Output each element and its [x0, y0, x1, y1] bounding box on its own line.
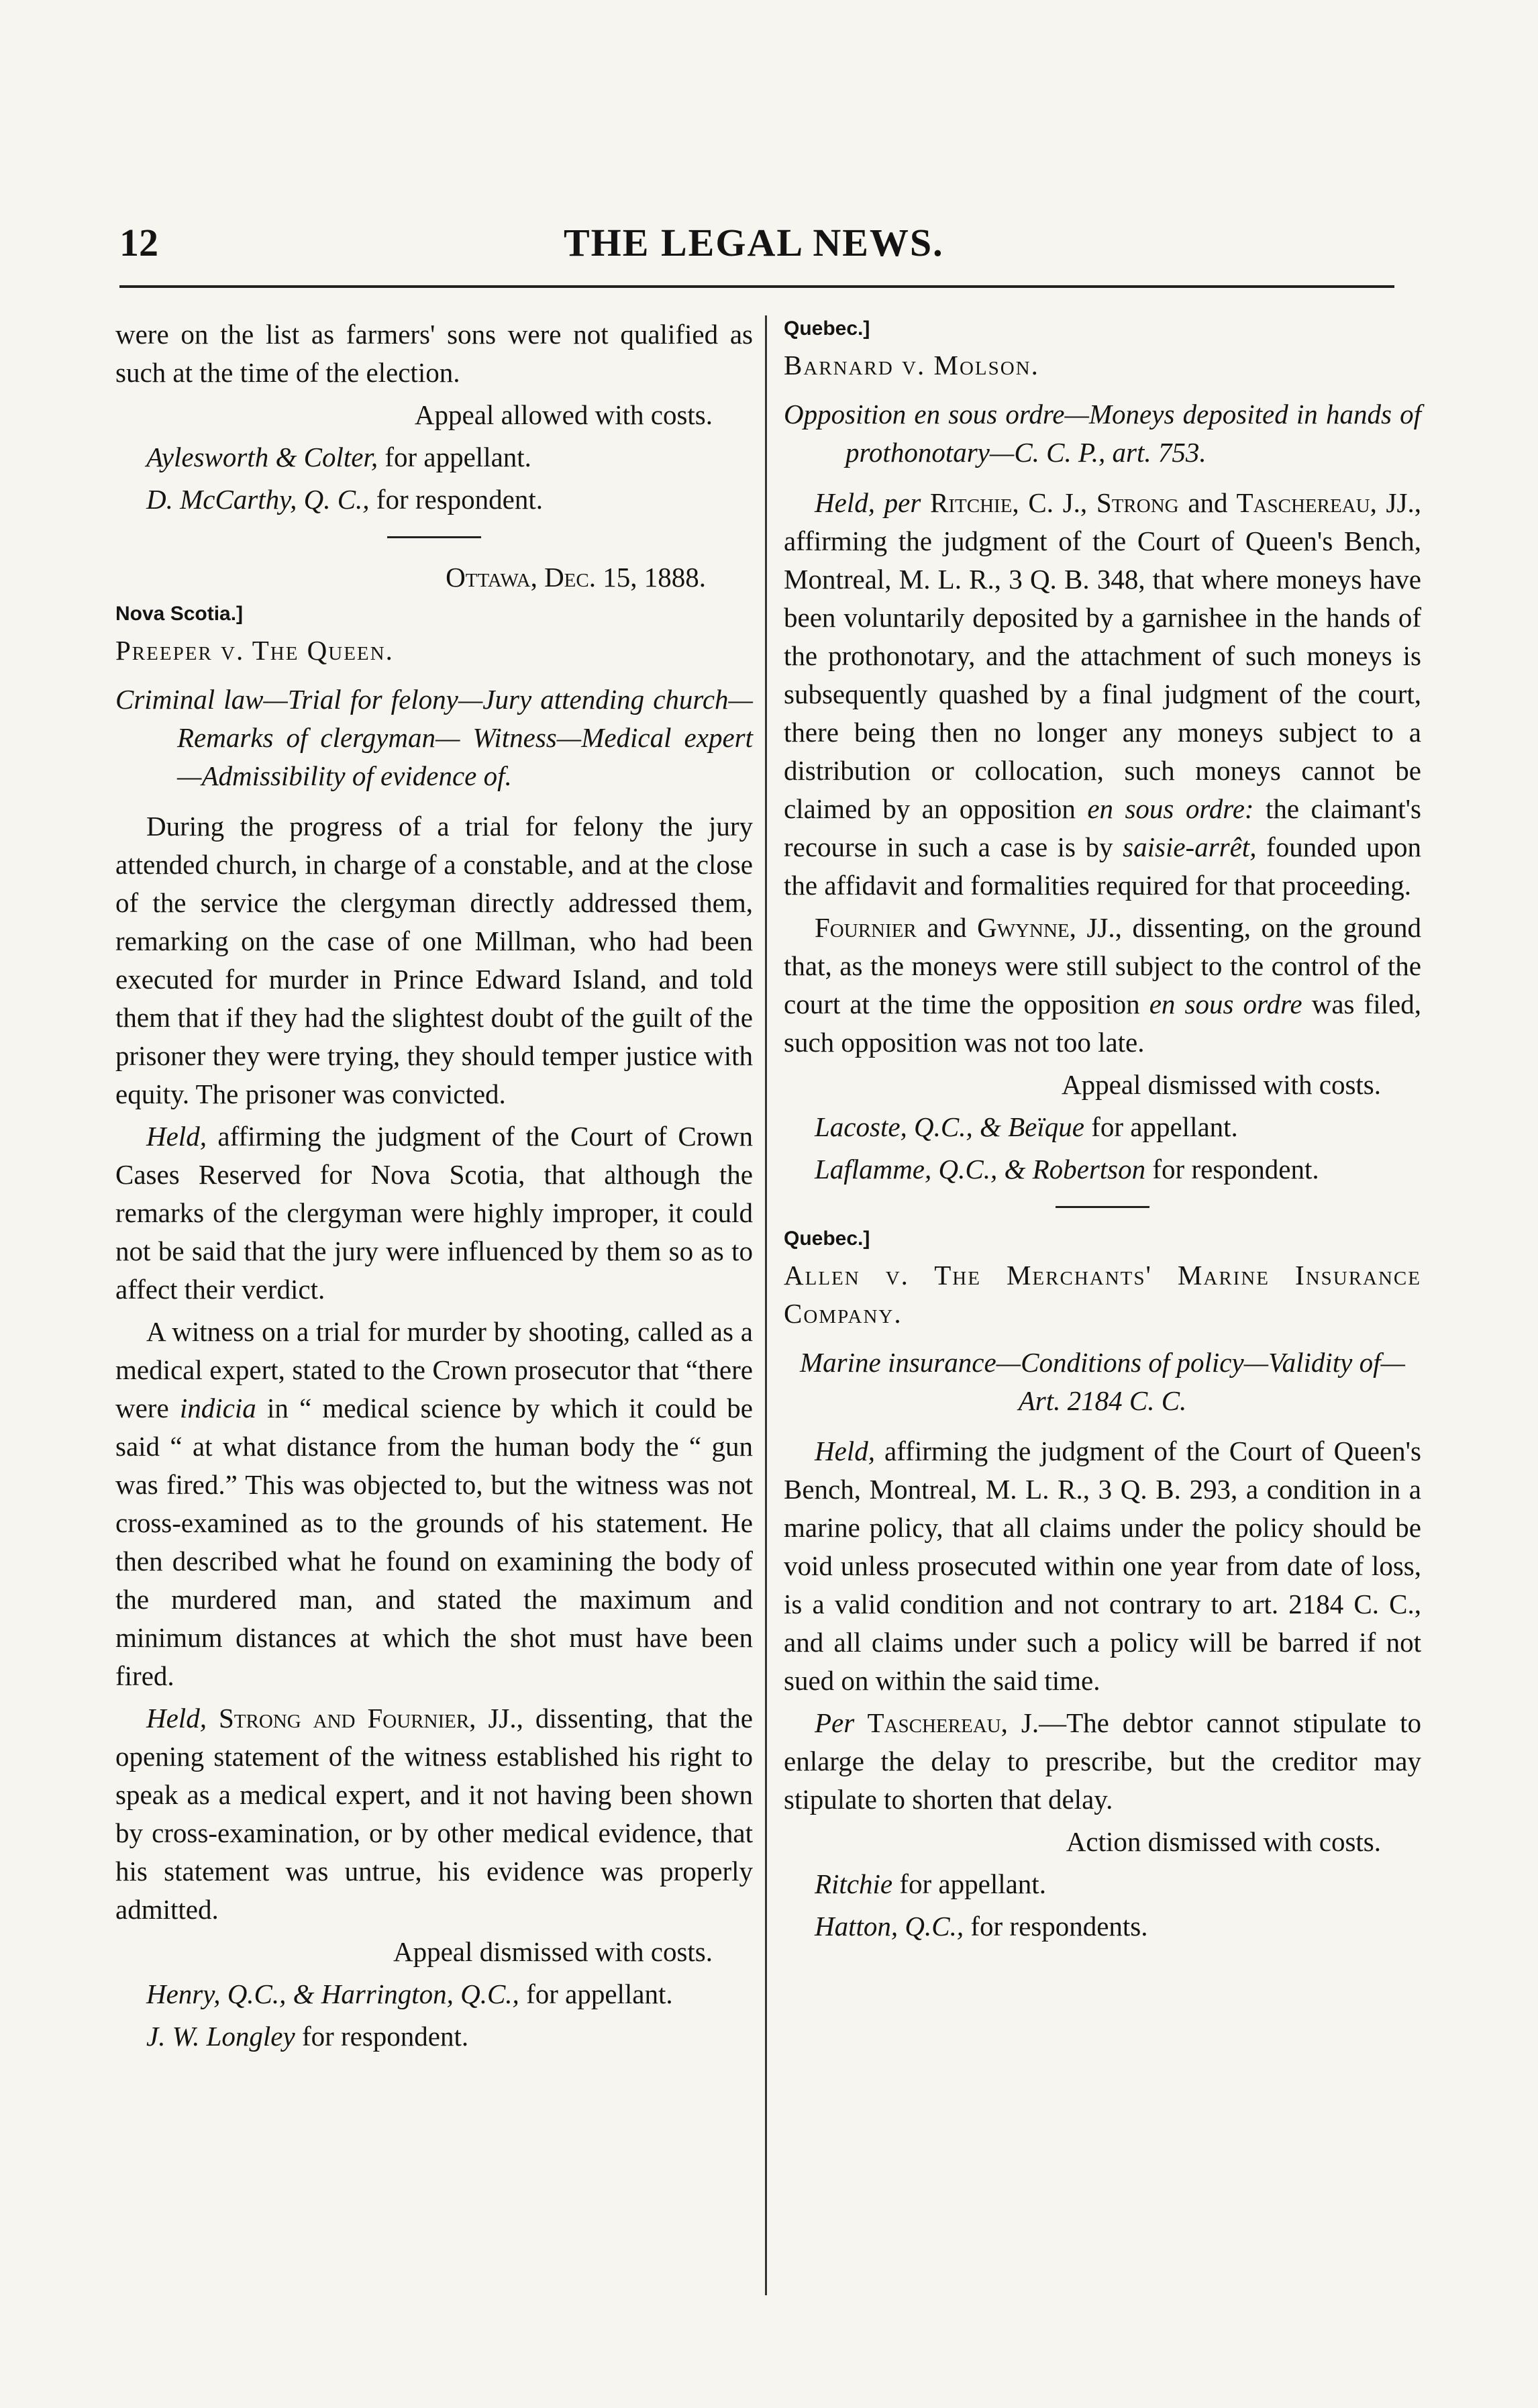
disposition: Action dismissed with costs. [1066, 1826, 1381, 1857]
case-paragraph [115, 1699, 753, 1929]
paragraph-text: and [916, 912, 967, 943]
french-term: en sous ordre: [1087, 793, 1254, 824]
disposition: Appeal dismissed with costs. [1061, 1069, 1381, 1100]
held-label: Held, [146, 1703, 207, 1734]
case-paragraph [784, 484, 1421, 905]
french-term: en sous ordre [1149, 989, 1302, 1019]
paragraph-text: affirming the judgment of the Court of Crown Cases Reserved for Nova Scotia, that although the remarks of the clergyman were highly improper, it could not be said that the jury were influenced by them so as to affect their verdict. [115, 1121, 753, 1305]
section-rule [1056, 1206, 1149, 1208]
date-line: Ottawa, Dec. 15, 1888. [446, 562, 706, 593]
counsel-role: for appellant. [892, 1868, 1046, 1899]
counsel-appellant [784, 1108, 1421, 1146]
counsel-role: for respondent. [295, 2021, 469, 2052]
latin-term: indicia [179, 1393, 256, 1423]
case-title: Allen v. The Merchants' Marine Insurance Company. [784, 1260, 1421, 1329]
counsel-role: for appellant. [378, 442, 531, 472]
judges-names: Strong and Fournier, [206, 1703, 476, 1734]
counsel-appellant [115, 1975, 753, 2013]
counsel-name: Laflamme, Q.C., & Robertson [815, 1154, 1146, 1185]
section-rule [387, 536, 481, 538]
counsel-name: Henry, Q.C., & Harrington, Q.C., [146, 1978, 519, 2009]
paragraph-text: J.—The debtor cannot stipulate to enlarge the delay to prescribe, but the creditor may stipulate to shorten that delay. [784, 1707, 1421, 1815]
paragraph-text: JJ., dissenting, that the opening statement of the witness established his right to speak as a medical expert, and it not having been shown by cross-examination, or by other medical evidence, that his statement was untrue, his evidence was properly admitted. [115, 1703, 753, 1925]
held-label: Held, [146, 1121, 207, 1152]
paragraph-text: and [1178, 487, 1228, 518]
paragraph-text: was filed, such opposition was not too late. [784, 989, 1421, 1058]
counsel-role: for appellant. [519, 1978, 673, 2009]
french-term: saisie-arrêt, [1123, 832, 1257, 862]
left-column [115, 315, 753, 2060]
case-paragraph [784, 1432, 1421, 1700]
continued-disposition: Appeal allowed with costs. [414, 399, 713, 430]
case-subject: Opposition en sous ordre—Moneys deposited in hands of prothonotary—C. C. P., art. 753. [784, 399, 1421, 468]
disposition: Appeal dismissed with costs. [393, 1936, 713, 1967]
case-paragraph [115, 1117, 753, 1309]
paragraph-text: the claimant's recourse in such a case is by [784, 793, 1422, 862]
page-number: 12 [119, 221, 158, 264]
continued-counsel-appellant [115, 438, 753, 476]
counsel-name: Ritchie [815, 1868, 893, 1899]
header-rule [119, 285, 1394, 288]
counsel-respondent [115, 2017, 753, 2056]
paragraph-text: JJ., affirming the judgment of the Court of Queen's Bench, Montreal, M. L. R., 3 Q. B. 348, that where moneys have been voluntarily deposited by a garnishee in the hands of the prothonotary, and the attachment of such moneys is subsequently quashed by a final judgment of the court, there being then no longer any moneys subject to a distribution or collocation, such moneys cannot be claimed by an opposition [784, 487, 1421, 824]
case-title: Barnard v. Molson. [784, 350, 1039, 381]
case-paragraph [784, 1704, 1421, 1819]
counsel-role: for respondent. [1145, 1154, 1319, 1185]
paragraph-text: JJ., dissenting, on the ground that, as the moneys were still subject to the control of the court at the time the opposition [784, 912, 1422, 1019]
counsel-respondent [784, 1907, 1421, 1946]
continued-counsel-respondent [115, 481, 753, 519]
column-divider [765, 315, 767, 2295]
counsel-appellant [784, 1865, 1421, 1903]
counsel-name: D. McCarthy, Q. C., [146, 484, 370, 515]
case-paragraph [115, 1313, 753, 1695]
judge-name: Taschereau, [1227, 487, 1377, 518]
case-paragraph: During the progress of a trial for felony the jury attended church, in charge of a constable, and at the close of the service the clergyman directly addressed them, remarking on the case of one Millman, who had been executed for murder in Prince Edward Island, and told them that if they had the slightest doubt of the guilt of the prisoner they were trying, they should temper justice with equity. The prisoner was convicted. [115, 811, 753, 1109]
case-paragraph [784, 909, 1421, 1062]
counsel-name: Aylesworth & Colter, [146, 442, 378, 472]
judge-name: Fournier [815, 912, 917, 943]
held-label: Held, [815, 1436, 875, 1466]
judge-name: Gwynne, [966, 912, 1076, 943]
held-label: Held, per [815, 487, 921, 518]
paragraph-text: founded upon the affidavit and formalities required for that proceeding. [784, 832, 1421, 901]
case-subject: Marine insurance—Conditions of policy—Validity of—Art. 2184 C. C. [800, 1347, 1405, 1416]
continued-paragraph: were on the list as farmers' sons were not qualified as such at the time of the election. [115, 319, 753, 388]
judge-name: Ritchie, [921, 487, 1019, 518]
paragraph-text: C. J., [1019, 487, 1088, 518]
case-title: Preeper v. The Queen. [115, 635, 394, 666]
judge-name: Strong [1087, 487, 1179, 518]
judge-name: Taschereau, [854, 1707, 1008, 1738]
court-tag: Quebec.] [784, 1227, 870, 1250]
court-tag: Quebec.] [784, 317, 870, 340]
per-label: Per [815, 1707, 855, 1738]
counsel-role: for respondents. [964, 1911, 1148, 1942]
right-column [784, 315, 1421, 1950]
counsel-role: for respondent. [369, 484, 543, 515]
paragraph-text: A witness on a trial for murder by shooting, called as a medical expert, stated to the Crown prosecutor that “there were [115, 1316, 753, 1423]
counsel-respondent [784, 1150, 1421, 1189]
running-title: THE LEGAL NEWS. [564, 221, 944, 264]
counsel-name: Hatton, Q.C., [815, 1911, 964, 1942]
court-tag: Nova Scotia.] [115, 603, 244, 625]
counsel-name: J. W. Longley [146, 2021, 295, 2052]
counsel-name: Lacoste, Q.C., & Beïque [815, 1111, 1084, 1142]
paragraph-text: in “ medical science by which it could be said “ at what distance from the human body the “ gun was fired.” This was objected to, but the witness was not cross-examined as to the grounds of his statement. He then described what he found on examining the body of the murdered man, and stated the maximum and minimum distances at which the shot must have been fired. [115, 1393, 753, 1691]
counsel-role: for appellant. [1084, 1111, 1238, 1142]
case-subject: Criminal law—Trial for felony—Jury attending church—Remarks of clergyman— Witness—Medical expert—Admissibility of evidence of. [115, 684, 753, 791]
paragraph-text: affirming the judgment of the Court of Queen's Bench, Montreal, M. L. R., 3 Q. B. 293, a condition in a marine policy, that all claims under the policy should be void unless prosecuted within one year from date of loss, is a valid condition and not contrary to art. 2184 C. C., and all claims under such a policy will be barred if not sued on within the said time. [784, 1436, 1421, 1696]
